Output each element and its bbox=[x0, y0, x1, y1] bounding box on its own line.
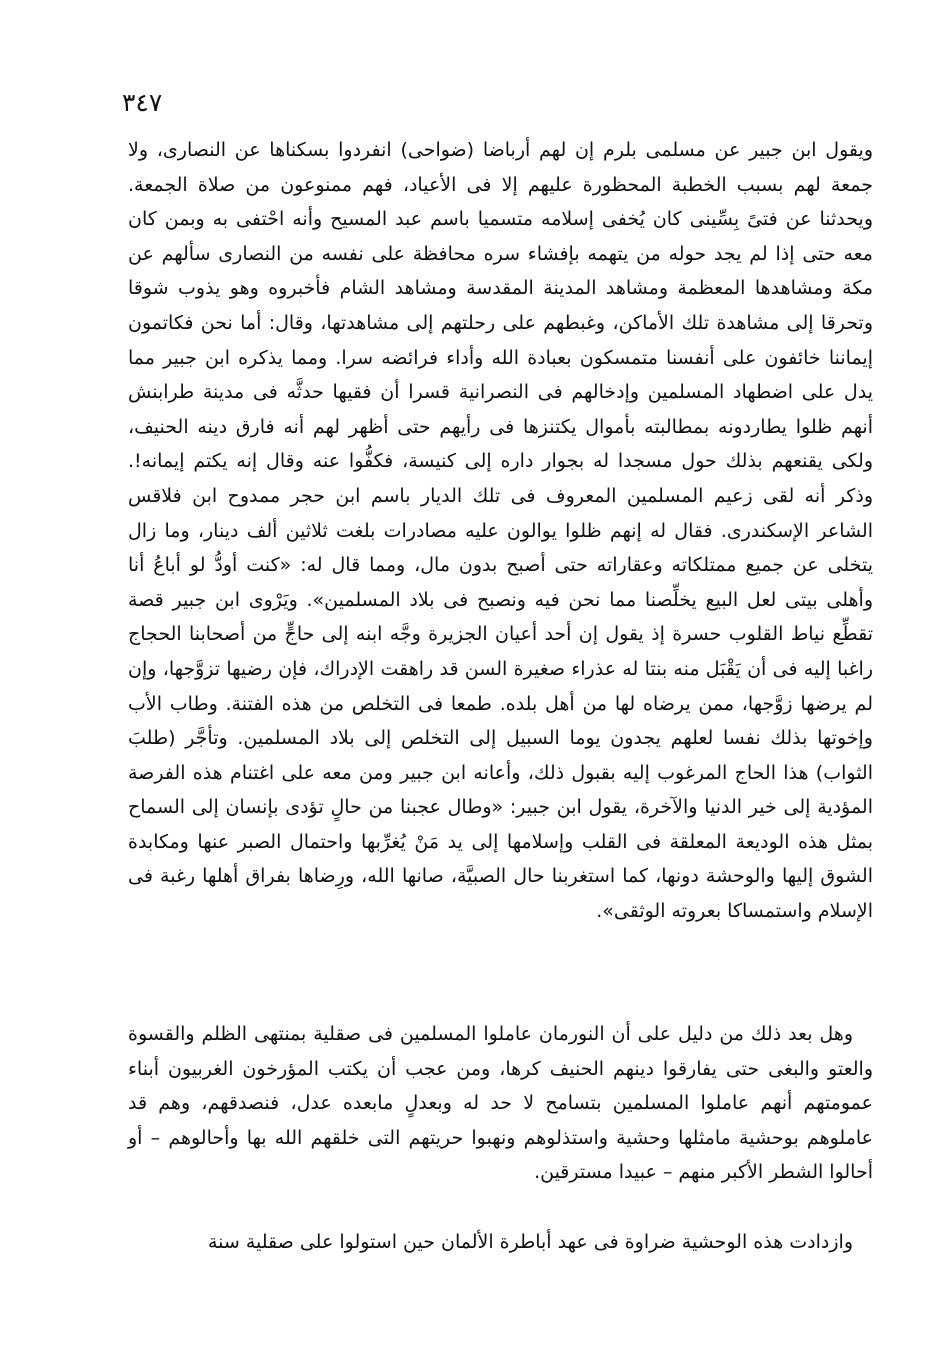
paragraph-text: وازدادت هذه الوحشية ضراوة فى عهد أباطرة الألمان حين استولوا على صقلية سنة bbox=[207, 1231, 853, 1253]
paragraph-3 bbox=[128, 1225, 873, 1260]
paragraph-2 bbox=[128, 1017, 873, 1190]
paragraph-1 bbox=[128, 133, 873, 929]
paragraph-text: ويقول ابن جبير عن مسلمى بلرم إن لهم أرباضا (ضواحى) انفردوا بسكناها عن النصارى، ولا جمعة لهم بسبب الخطبة المحظورة عليهم إلا فى الأعياد، فهم ممنوعون من صلاة الجمعة. ويحدثنا عن فتىً بِسِّينى كان يُخفى إسلامه متسميا باسم عبد المسيح وأنه احْتفى به وبمن كان معه حتى إذا لم يجد حوله من يتهمه بإفشاء سره محافظة على نفسه من النصارى سألهم عن مكة ومشاهدها المعظمة ومشاهد المدينة المقدسة ومشاهد الشام فأخبروه وهو يذوب شوقا وتحرقا إلى مشاهدة تلك الأماكن، وغبطهم على رحلتهم إلى مشاهدتها، وقال: أما نحن فكاتمون إيماننا خائفون على أنفسنا متمسكون بعبادة الله وأداء فرائضه سرا. ومما يذكره ابن جبير مما يدل على اضطهاد المسلمين وإدخالهم فى النصرانية قسرا أن فقيها حدثَّه فى مدينة طرابنش أنهم ظلوا يطاردونه بمطالبته بأموال يكتنزها فى رأيهم حتى أظهر لهم أنه فارق دينه الحنيف، ولكى يقنعهم بذلك حول مسجدا له بجوار داره إلى كنيسة، فكفُّوا عنه وقال إنه يكتم إيمانه!. وذكر أنه لقى زعيم المسلمين المعروف فى تلك الديار باسم ابن حجر ممدوح ابن فلاقس الشاعر الإسكندرى. فقال له إنهم ظلوا يوالون عليه مصادرات بلغت ثلاثين ألف دينار، وما زال يتخلى عن جميع ممتلكاته وعقاراته حتى أصبح بدون مال، ومما قال له: «كنت أودُّ لو أباعُ أنا وأهلى بيتى لعل البيع يخلِّصنا مما نحن فيه ونصبح فى بلاد المسلمين». ويَرْوى ابن جبير قصة تقطِّع نياط القلوب حسرة إذ يقول إن أحد أعيان الجزيرة وجَّه ابنه إلى حاجٍّ من أصحابنا الحجاج راغبا إليه فى أن يَقْبَل منه بنتا له عذراء صغيرة السن قد راهقت الإدراك، فإن رضيها تزوَّجها، وإن لم يرضها زوَّجها، ممن يرضاه لها من أهل بلده. طمعا فى التخلص من هذه الفتنة. وطاب الأب وإخوتها بذلك نفسا لعلهم يجدون يوما السبيل إلى التخلص إلى بلاد المسلمين. وتأجَّر (طلبَ الثواب) هذا الحاج المرغوب إليه بقبول ذلك، وأعانه ابن جبير ومن معه على اغتنام هذه الفرصة المؤدية إلى خير الدنيا والآخرة، يقول ابن جبير: «وطال عجبنا من حالٍ تؤدى بإنسان إلى السماح بمثل هذه الوديعة المعلقة فى القلب وإسلامها إلى يد مَنْ يُغرِّبها واحتمال الصبر عنها ومكابدة الشوق إليها والوحشة دونها، كما استغربنا حال الصبيَّة، صانها الله، ورِضاها بفراق أهلها رغبة فى الإسلام واستمساكا بعروته الوثقى». bbox=[128, 139, 873, 923]
page-number: ٣٤٧ bbox=[122, 88, 163, 117]
paragraph-text: وهل بعد ذلك من دليل على أن النورمان عاملوا المسلمين فى صقلية بمنتهى الظلم والقسوة والعتو والبغى حتى يفارقوا دينهم الحنيف كرها، ومن عجب أن يكتب المؤرخون الغربيون أبناء عمومتهم أنهم عاملوا المسلمين بتسامح لا حد له وبعدلٍ مابعده عدل، فنصدقهم، وهم قد عاملوهم بوحشية مامثلها وحشية واستذلوهم ونهبوا حريتهم التى خلقهم الله بها وأحالوهم – أو أحالوا الشطر الأكبر منهم – عبيدا مسترقين. bbox=[128, 1023, 873, 1184]
